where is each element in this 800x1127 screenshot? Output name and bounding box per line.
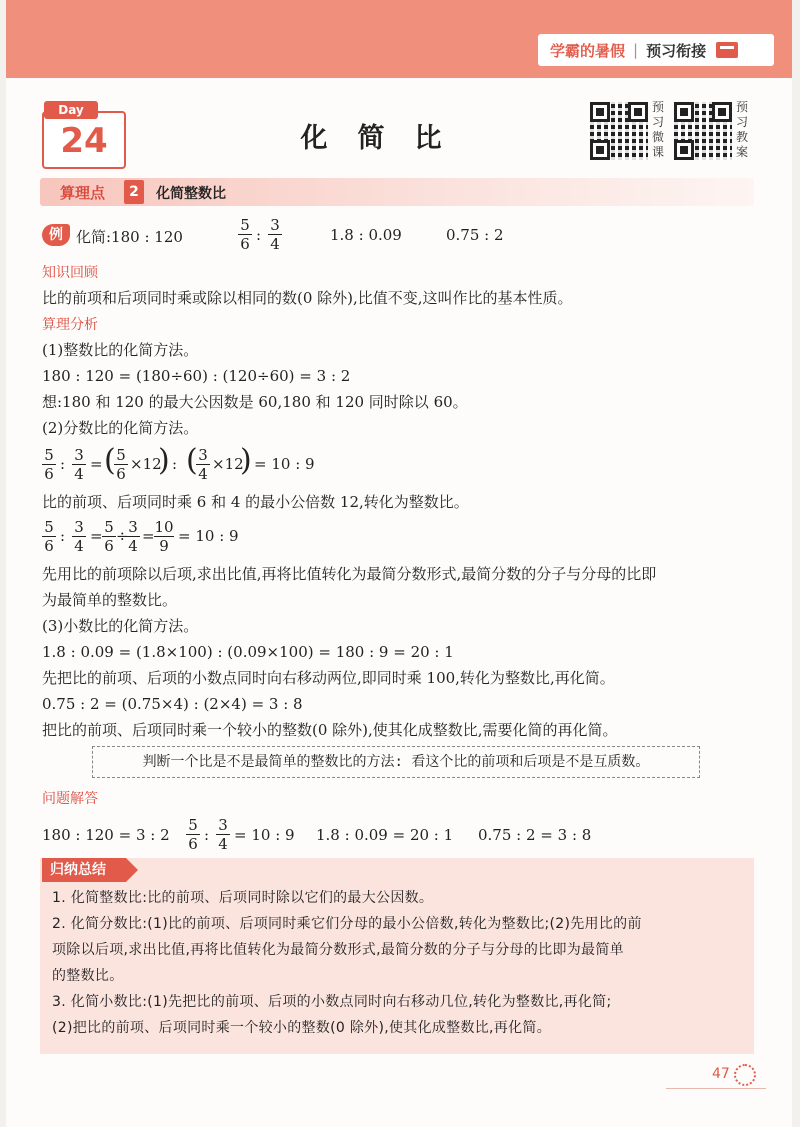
p2-times-12: ×12 [130, 455, 162, 473]
p2b-eq2: = [142, 527, 155, 545]
p2-frac-5-6b: $\frac{5}{6}$ [114, 446, 128, 483]
p2b-frac-3-4b: $\frac{3}{4}$ [126, 518, 140, 555]
review-text: 比的前项和后项同时乘或除以相同的数(0 除外),比值不变,这叫作比的基本性质。 [42, 289, 573, 307]
summary-line-5: 3. 化简小数比:(1)先把比的前项、后项的小数点同时向右移动几位,转化为整数比,再化简; [52, 994, 612, 1010]
analysis-heading: 算理分析 [42, 317, 98, 333]
day-number: 24 [60, 121, 108, 161]
answer-heading: 问题解答 [42, 791, 98, 807]
example-item3: 0.75 : 2 [446, 226, 504, 244]
analysis-p3-note: 先把比的前项、后项的小数点同时向右移动两位,即同时乘 100,转化为整数比,再化简。 [42, 669, 615, 687]
example-prefix: 化简:180 : 120 [76, 228, 183, 246]
review-heading: 知识回顾 [42, 265, 98, 281]
p2b-frac-3-4: $\frac{3}{4}$ [72, 518, 86, 555]
analysis-p2-text2: 为最简单的整数比。 [42, 591, 178, 609]
qr-code-lessonplan[interactable] [674, 102, 732, 160]
summary-line-1: 1. 化简整数比:比的前项、后项同时除以它们的最大公因数。 [52, 890, 434, 906]
p2b-frac-5-6b: $\frac{5}{6}$ [102, 518, 116, 555]
analysis-p3-note2: 把比的前项、后项同时乘一个较小的整数(0 除外),使其化成整数比,需要化简的再化简。 [42, 721, 618, 739]
p2-times-12b: ×12 [212, 455, 244, 473]
qr-label-microlesson: 预习微课 [652, 100, 665, 159]
answer-2: = 10 : 9 [234, 826, 295, 844]
qr-label-lessonplan: 预习教案 [736, 100, 749, 159]
p2b-colon: : [60, 527, 66, 545]
footer-line [666, 1088, 766, 1089]
summary-line-2: 2. 化简分数比:(1)比的前项、后项同时乘它们分母的最小公倍数,转化为整数比;(2)先用比的前 [52, 916, 642, 932]
p2-colon-2: : [172, 455, 178, 473]
summary-line-6: (2)把比的前项、后项同时乘一个较小的整数(0 除外),使其化成整数比,再化简。 [52, 1020, 552, 1036]
header-brand: 学霸的暑假 [550, 41, 626, 60]
tip-box: 判断一个比是不是最简单的整数比的方法: 看这个比的前项和后项是不是互质数。 [92, 746, 700, 778]
analysis-p1-note: 想:180 和 120 的最大公因数是 60,180 和 120 同时除以 60。 [42, 393, 468, 411]
analysis-p2-text1: 先用比的前项除以后项,求出比值,再将比值转化为最简分数形式,最简分数的分子与分母的比即 [42, 565, 657, 583]
p2-paren: ( [186, 443, 198, 478]
header-tag [538, 34, 774, 66]
analysis-p3-title: (3)小数比的化简方法。 [42, 617, 199, 635]
section-topic: 化简整数比 [156, 186, 226, 202]
p2-paren: ) [240, 443, 252, 478]
answer-frac-3-4: $\frac{3}{4}$ [216, 816, 230, 853]
analysis-p3-eq2: 0.75 : 2 = (0.75×4) : (2×4) = 3 : 8 [42, 695, 303, 713]
header-separator: | [633, 41, 639, 59]
example-badge: 例 [42, 224, 70, 246]
p2b-frac-5-6: $\frac{5}{6}$ [42, 518, 56, 555]
section-name: 算理点 [60, 184, 106, 202]
summary-tag: 归纳总结 [42, 858, 126, 882]
p2b-eq-result: = 10 : 9 [178, 527, 239, 545]
page-title: 化简比 [300, 123, 472, 154]
p2-paren: ) [158, 443, 170, 478]
sun-icon [734, 1064, 756, 1086]
book-icon [716, 42, 738, 58]
section-bar [40, 178, 754, 206]
analysis-p1-title: (1)整数比的化简方法。 [42, 341, 199, 359]
p2-frac-3-4b: $\frac{3}{4}$ [196, 446, 210, 483]
analysis-p2-note: 比的前项、后项同时乘 6 和 4 的最小公倍数 12,转化为整数比。 [42, 493, 469, 511]
p2-frac-3-4: $\frac{3}{4}$ [72, 446, 86, 483]
p2b-eq: = [90, 527, 103, 545]
p2b-div: ÷ [116, 527, 129, 545]
page-number: 47 [712, 1066, 730, 1082]
day-badge [42, 103, 126, 169]
answer-frac-5-6: $\frac{5}{6}$ [186, 816, 200, 853]
day-label: Day [44, 101, 98, 119]
example-colon: : [256, 226, 262, 244]
answer-1: 180 : 120 = 3 : 2 [42, 826, 170, 844]
example-frac-b: $\frac{3}{4}$ [268, 216, 282, 253]
answer-4: 0.75 : 2 = 3 : 8 [478, 826, 592, 844]
p2-frac-5-6: $\frac{5}{6}$ [42, 446, 56, 483]
answer-3: 1.8 : 0.09 = 20 : 1 [316, 826, 454, 844]
example-frac-a: $\frac{5}{6}$ [238, 216, 252, 253]
section-number: 2 [124, 180, 144, 204]
p2b-frac-10-9: $\frac{10}{9}$ [154, 518, 174, 555]
summary-line-4: 的整数比。 [52, 968, 124, 984]
answer-colon: : [204, 826, 210, 844]
header-subtitle: 预习衔接 [646, 41, 707, 60]
qr-code-microlesson[interactable] [590, 102, 648, 160]
p2-eq-result: = 10 : 9 [254, 455, 315, 473]
analysis-p2-title: (2)分数比的化简方法。 [42, 419, 199, 437]
analysis-p1-eq: 180 : 120 = (180÷60) : (120÷60) = 3 : 2 [42, 367, 351, 385]
summary-line-3: 项除以后项,求出比值,再将比值转化为最简分数形式,最简分数的分子与分母的比即为最简单 [52, 942, 624, 958]
example-item2: 1.8 : 0.09 [330, 226, 402, 244]
p2-paren: ( [104, 443, 116, 478]
page [6, 0, 792, 1127]
analysis-p3-eq: 1.8 : 0.09 = (1.8×100) : (0.09×100) = 180 : 9 = 20 : 1 [42, 643, 454, 661]
p2-colon-1: : [60, 455, 66, 473]
p2-eq-sign: = [90, 455, 103, 473]
